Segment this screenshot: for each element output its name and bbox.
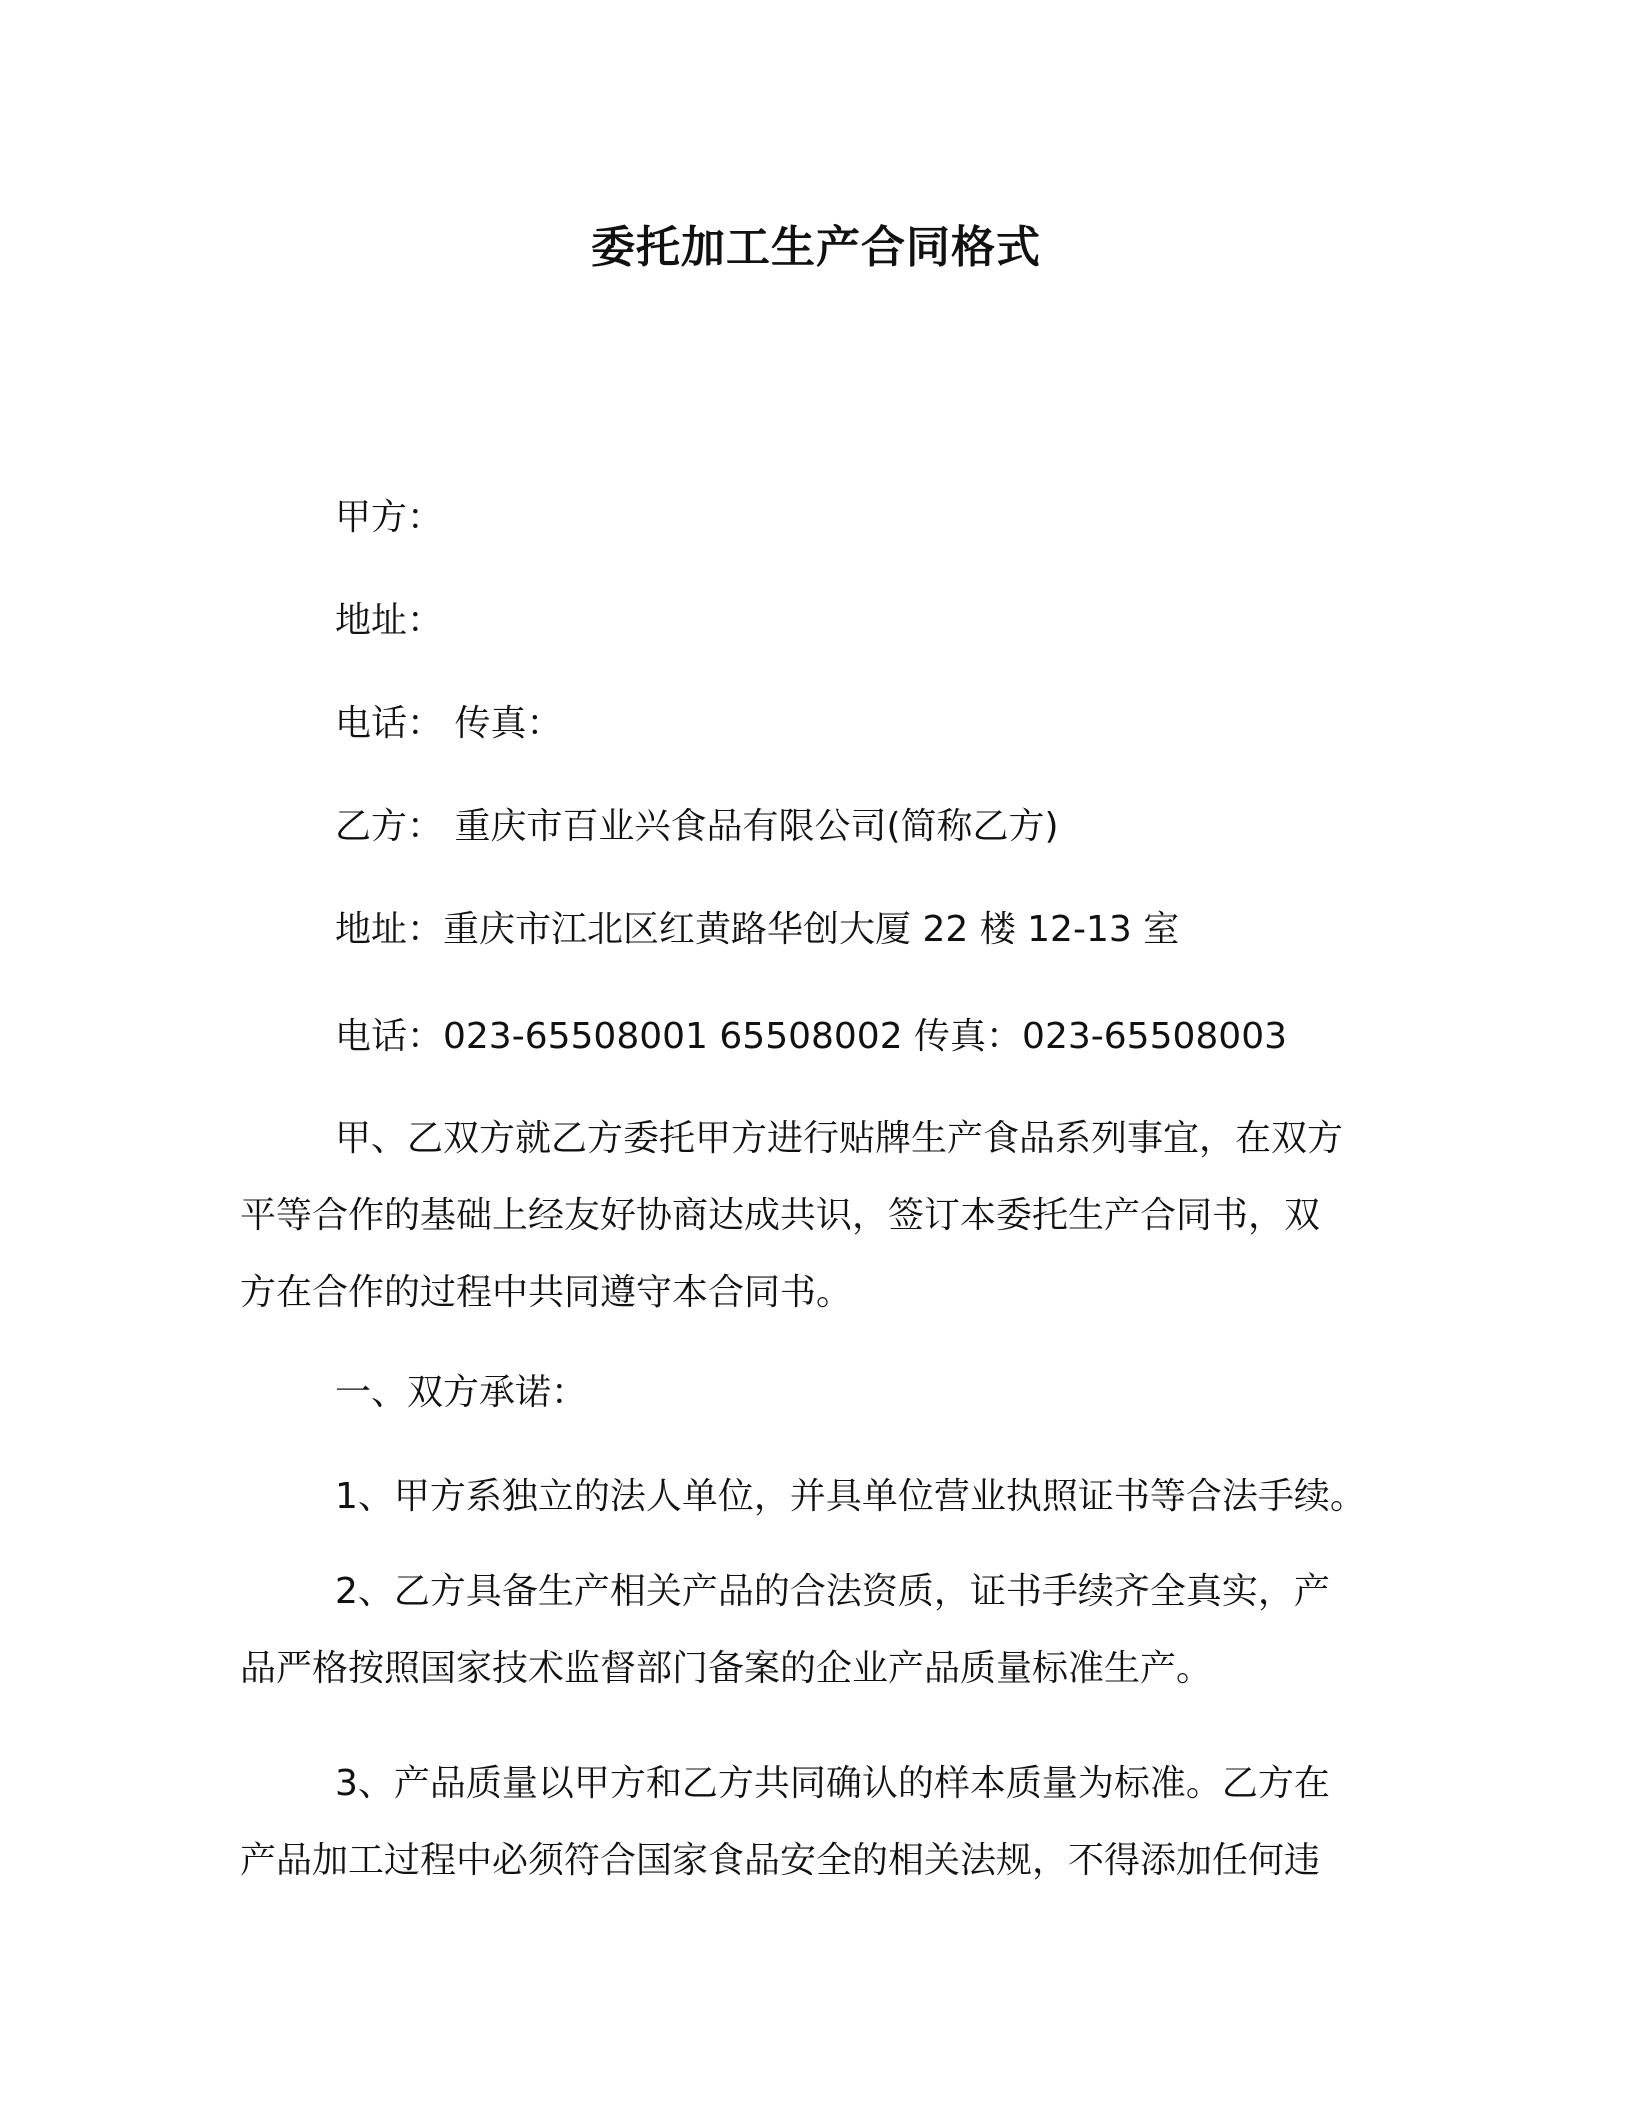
party-b-address: 地址：重庆市江北区红黄路华创大厦 22 楼 12-13 室: [335, 909, 1180, 950]
clause-line: 产品加工过程中必须符合国家食品安全的相关法规，不得添加任何违: [240, 1840, 1321, 1881]
party-a-label: 甲方：: [335, 497, 444, 538]
section-1-heading: 一、双方承诺：: [335, 1372, 588, 1413]
clause-line: 3、产品质量以甲方和乙方共同确认的样本质量为标准。乙方在: [335, 1763, 1330, 1804]
clause-line: 品严格按照国家技术监督部门备案的企业产品质量标准生产。: [240, 1648, 1213, 1689]
intro-line: 平等合作的基础上经友好协商达成共识，签订本委托生产合同书，双: [240, 1195, 1321, 1236]
document-title: 委托加工生产合同格式: [591, 222, 1041, 273]
intro-line: 方在合作的过程中共同遵守本合同书。: [240, 1272, 853, 1313]
intro-line: 甲、乙双方就乙方委托甲方进行贴牌生产食品系列事宜，在双方: [335, 1118, 1344, 1159]
party-a-phone-fax: 电话： 传真：: [335, 703, 563, 744]
intro-paragraph: [240, 1100, 1390, 1331]
party-b-phone-fax: 电话：023-65508001 65508002 传真：023-65508003: [335, 1016, 1287, 1057]
clause-3: [240, 1745, 1390, 1899]
clause-2: [240, 1553, 1390, 1707]
clause-line: 2、乙方具备生产相关产品的合法资质，证书手续齐全真实，产: [335, 1571, 1330, 1612]
clause-1: 1、甲方系独立的法人单位，并具单位营业执照证书等合法手续。: [335, 1476, 1366, 1517]
party-a-address-label: 地址：: [335, 600, 444, 641]
party-b-name: 乙方： 重庆市百业兴食品有限公司(简称乙方): [335, 806, 1059, 847]
